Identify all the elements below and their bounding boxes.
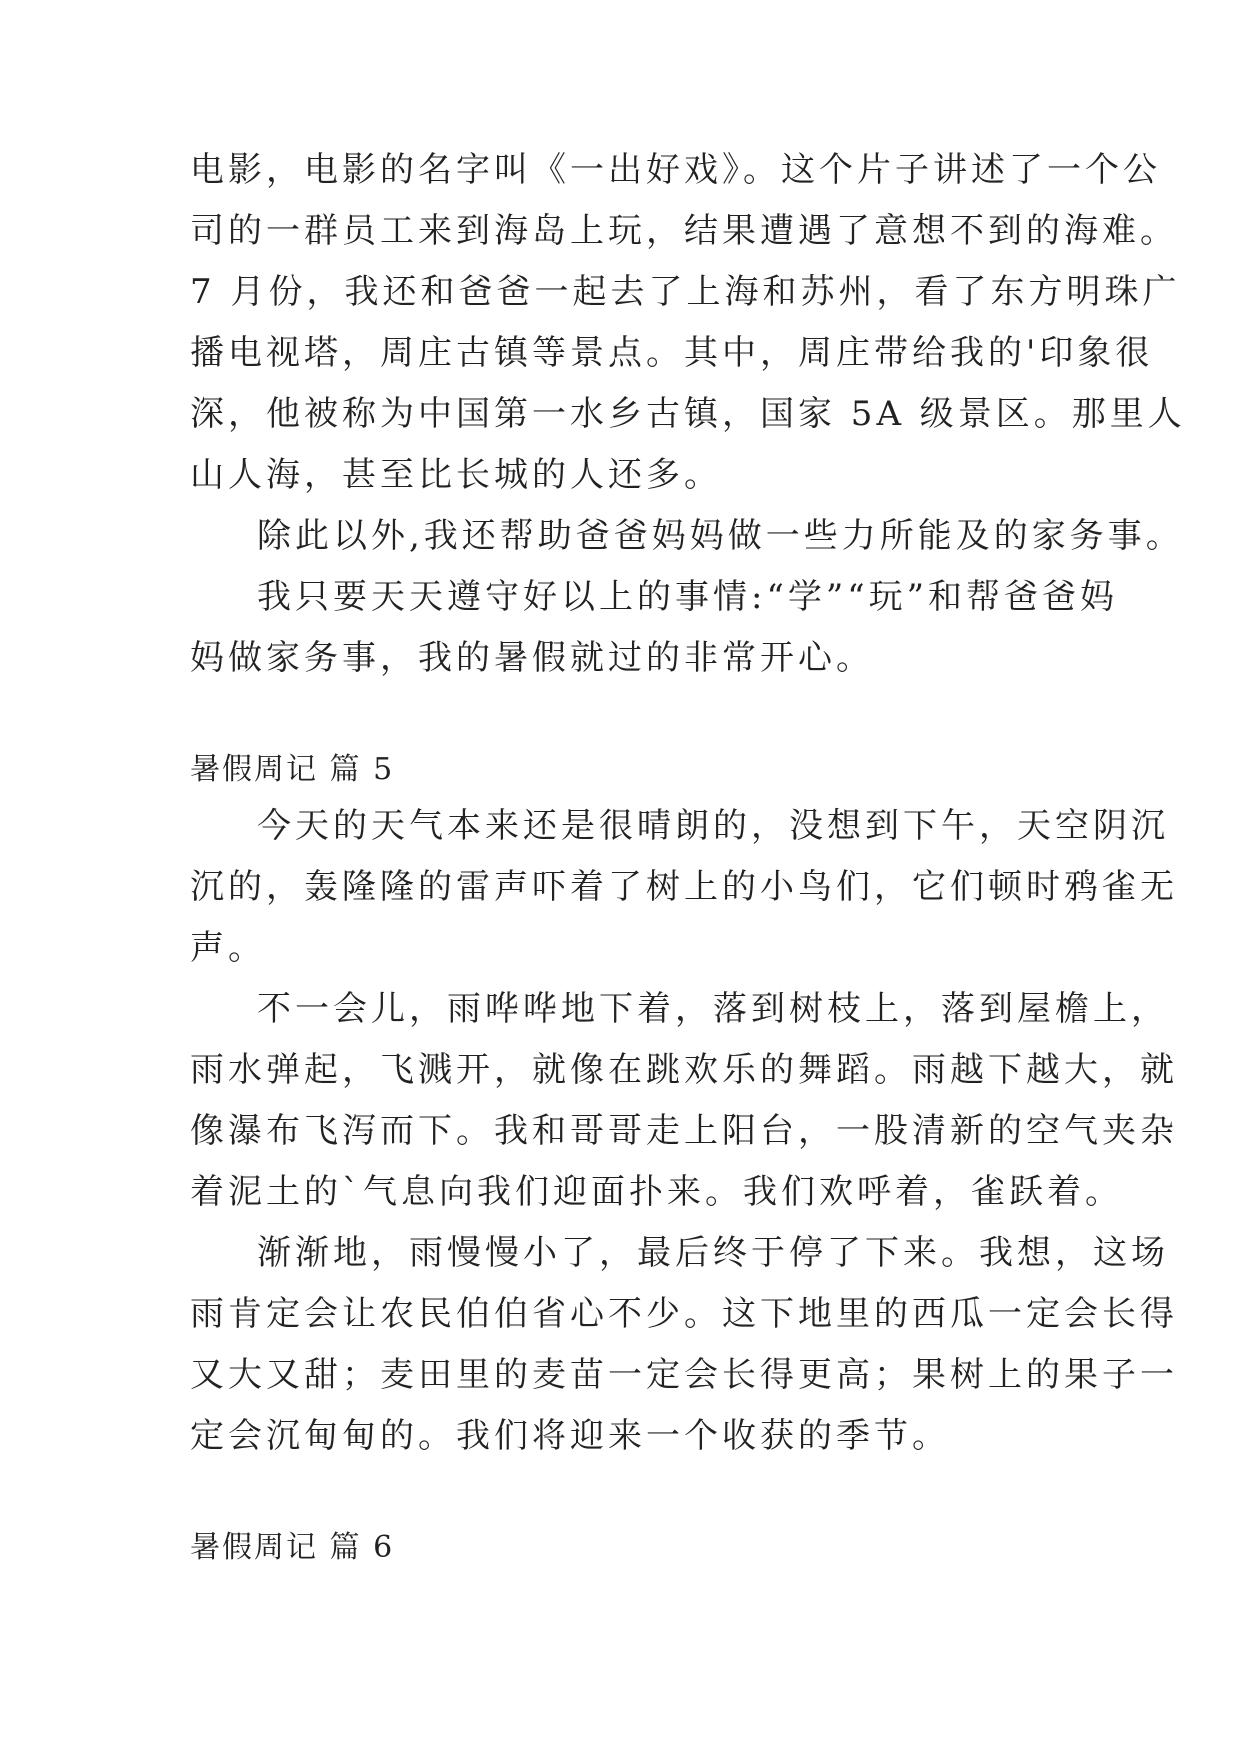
paragraph-line: 雨肯定会让农民伯伯省心不少。这下地里的西瓜一定会长得 [190, 1294, 1178, 1334]
paragraph-line: 深，他被称为中国第一水乡古镇，国家 5A 级景区。那里人 [190, 394, 1186, 434]
paragraph-line: 播电视塔，周庄古镇等景点。其中，周庄带给我的'印象很 [190, 333, 1154, 373]
section-heading: 暑假周记 篇 5 [190, 752, 395, 787]
paragraph-line: 我只要天天遵守好以上的事情:“学”“玩”和帮爸爸妈 [257, 577, 1118, 617]
paragraph-line: 除此以外,我还帮助爸爸妈妈做一些力所能及的家务事。 [257, 516, 1184, 556]
paragraph-line: 声。 [190, 928, 266, 968]
paragraph-line: 沉的，轰隆隆的雷声吓着了树上的小鸟们，它们顿时鸦雀无 [190, 867, 1178, 907]
paragraph-line: 不一会儿，雨哗哗地下着，落到树枝上，落到屋檐上， [257, 989, 1169, 1029]
section-heading: 暑假周记 篇 6 [190, 1530, 395, 1565]
paragraph-line: 又大又甜；麦田里的麦苗一定会长得更高；果树上的果子一 [190, 1355, 1178, 1395]
paragraph-line: 像瀑布飞泻而下。我和哥哥走上阳台，一股清新的空气夹杂 [190, 1111, 1178, 1151]
paragraph-line: 司的一群员工来到海岛上玩，结果遭遇了意想不到的海难。 [190, 211, 1178, 251]
paragraph-line: 电影，电影的名字叫《一出好戏》。这个片子讲述了一个公 [190, 150, 1161, 190]
paragraph-line: 渐渐地，雨慢慢小了，最后终于停了下来。我想，这场 [257, 1233, 1169, 1273]
paragraph-line: 山人海，甚至比长城的人还多。 [190, 455, 722, 495]
paragraph-line: 雨水弹起，飞溅开，就像在跳欢乐的舞蹈。雨越下越大，就 [190, 1050, 1178, 1090]
paragraph-line: 定会沉甸甸的。我们将迎来一个收获的季节。 [190, 1416, 950, 1456]
paragraph-line: 着泥土的`气息向我们迎面扑来。我们欢呼着，雀跃着。 [190, 1172, 1123, 1212]
paragraph-line: 今天的天气本来还是很晴朗的，没想到下午，天空阴沉 [257, 806, 1169, 846]
paragraph-line: 7 月份，我还和爸爸一起去了上海和苏州，看了东方明珠广 [190, 272, 1181, 312]
paragraph-line: 妈做家务事，我的暑假就过的非常开心。 [190, 638, 874, 678]
